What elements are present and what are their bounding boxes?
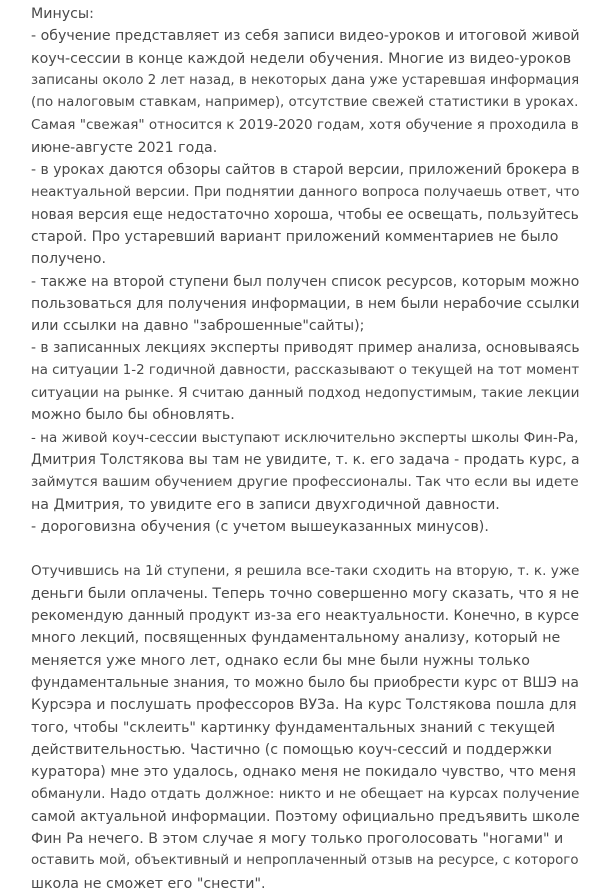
cons-list: [31, 25, 579, 538]
conclusion-line: меняется уже много лет, однако если бы мне были нужны только: [31, 652, 530, 669]
conclusion-line: школа не сможет его "снести".: [31, 875, 266, 892]
cons-line: на ситуации 1-2 годичной давности, рассказывают о текущей на тот момент: [31, 362, 580, 378]
cons-line: займутся вашим обучением другие профессионалы. Так что если вы идете: [31, 474, 579, 491]
conclusion-line: рекомендую данный продукт из-за его неактуальности. Конечно, в курсе: [31, 608, 580, 625]
cons-line: (по налоговым ставкам, например), отсутствие свежей статистики в уроках.: [31, 95, 579, 111]
cons-line: на Дмитрия, то увидите его в записи двухгодичной давности.: [31, 496, 500, 513]
review-text: [31, 3, 579, 895]
conclusion-line: оставить мой, объективный и непроплаченный отзыв на ресурсе, с которого: [31, 853, 579, 869]
cons-line: неактуальной версии. При поднятии данного вопроса получаешь ответ, что: [31, 184, 580, 201]
cons-line: можно было бы обновлять.: [31, 407, 235, 424]
cons-heading: Минусы:: [31, 6, 94, 22]
conclusion-line: Фин Ра нечего. В этом случае я могу только проголосовать "ногами" и: [31, 830, 564, 847]
conclusion-line: фундаментальные знания, то можно было бы приобрести курс от ВШЭ на: [31, 674, 579, 691]
conclusion-line: того, чтобы "склеить" картинку фундаментальных знаний с текущей: [31, 719, 556, 736]
cons-line: - обучение представляет из себя записи видео-уроков и итоговой живой: [31, 28, 580, 45]
cons-line: Дмитрия Толстякова вы там не увидите, т. к. его задача - продать курс, а: [31, 451, 580, 468]
conclusion-line: Отучившись на 1й ступени, я решила все-таки сходить на вторую, т. к. уже: [31, 563, 580, 580]
conclusion-line: обманули. Надо отдать должное: никто и не обещает на курсах получение: [31, 786, 580, 803]
cons-line: - в записанных лекциях эксперты приводят пример анализа, основываясь: [31, 340, 580, 357]
cons-line: июне-августе 2021 года.: [31, 139, 218, 156]
cons-line: - в уроках даются обзоры сайтов в старой версии, приложений брокера в: [31, 162, 580, 179]
conclusion-line: самой актуальной информации. Поэтому официально предъявить школе: [31, 808, 580, 825]
paragraph-gap: [31, 538, 579, 560]
cons-line: - также на второй ступени был получен список ресурсов, которым можно: [31, 273, 580, 290]
cons-line: коуч-сессии в конце каждой недели обучения. Многие из видео-уроков: [31, 50, 572, 67]
conclusion-line: действительностью. Частично (с помощью коуч-сессий и поддержки: [31, 741, 552, 758]
conclusion-line: деньги были оплачены. Теперь точно совершенно могу сказать, что я не: [31, 585, 580, 602]
cons-line: ситуации на рынке. Я считаю данный подход недопустимым, такие лекции: [31, 385, 580, 402]
conclusion-line: куратора) мне это удалось, однако меня не покидало чувство, что меня: [31, 764, 576, 781]
cons-line: записаны около 2 лет назад, в некоторых дана уже устаревшая информация: [31, 72, 580, 88]
cons-line: старой. Про устаревший вариант приложений комментариев не было: [31, 228, 559, 245]
cons-line: новая версия еще недостаточно хороша, чтобы ее освещать, пользуйтесь: [31, 206, 579, 223]
conclusion-paragraph: [31, 560, 579, 894]
cons-line: пользоваться для получения информации, в нем были нерабочие ссылки: [31, 295, 580, 312]
conclusion-line: много лекций, посвященных фундаментальному анализу, который не: [31, 630, 561, 647]
cons-line: Самая "свежая" относится к 2019-2020 годам, хотя обучение я проходила в: [31, 117, 579, 134]
conclusion-line: Курсэра и послушать профессоров ВУЗа. На курс Толстякова пошла для: [31, 697, 577, 714]
cons-line: - на живой коуч-сессии выступают исключительно эксперты школы Фин-Ра,: [31, 429, 579, 446]
cons-line: получено.: [31, 251, 106, 268]
cons-line: или ссылки на давно "заброшенные"сайты);: [31, 318, 365, 335]
cons-line: - дороговизна обучения (с учетом вышеуказанных минусов).: [31, 518, 489, 535]
